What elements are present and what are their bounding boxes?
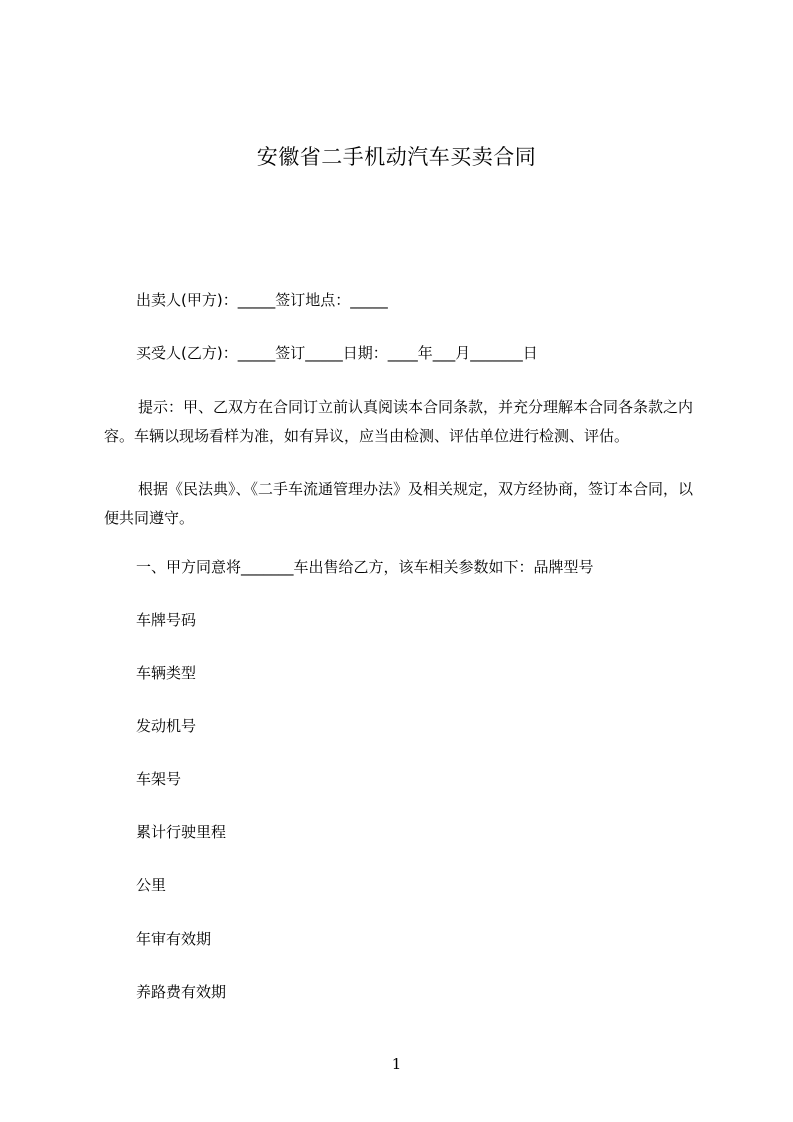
document-title: 安徽省二手机动汽车买卖合同 bbox=[256, 145, 537, 169]
field-mileage: 累计行驶里程 bbox=[136, 823, 227, 841]
clause-one: 一、甲方同意将_______车出售给乙方，该车相关参数如下：品牌型号 bbox=[136, 558, 594, 576]
field-plate-number: 车牌号码 bbox=[136, 611, 197, 629]
notice-paragraph: 提示：甲、乙双方在合同订立前认真阅读本合同条款，并充分理解本合同各条款之内容。车辆以现场看样为准，如有异议，应当由检测、评估单位进行检测、评估。 bbox=[104, 398, 694, 445]
page-number: 1 bbox=[391, 1055, 402, 1073]
buyer-line: 买受人(乙方)：_____签订_____日期：____年___月_______日 bbox=[136, 344, 538, 362]
field-frame-number: 车架号 bbox=[136, 770, 182, 788]
field-inspection-validity: 年审有效期 bbox=[136, 930, 212, 948]
seller-line: 出卖人(甲方)：_____签订地点：_____ bbox=[136, 291, 388, 309]
field-engine-number: 发动机号 bbox=[136, 717, 197, 735]
field-vehicle-type: 车辆类型 bbox=[136, 664, 197, 682]
field-kilometers: 公里 bbox=[136, 876, 167, 894]
field-road-fee-validity: 养路费有效期 bbox=[136, 983, 227, 1001]
basis-paragraph: 根据《民法典》、《二手车流通管理办法》及相关规定，双方经协商，签订本合同，以便共同遵守。 bbox=[104, 480, 694, 527]
